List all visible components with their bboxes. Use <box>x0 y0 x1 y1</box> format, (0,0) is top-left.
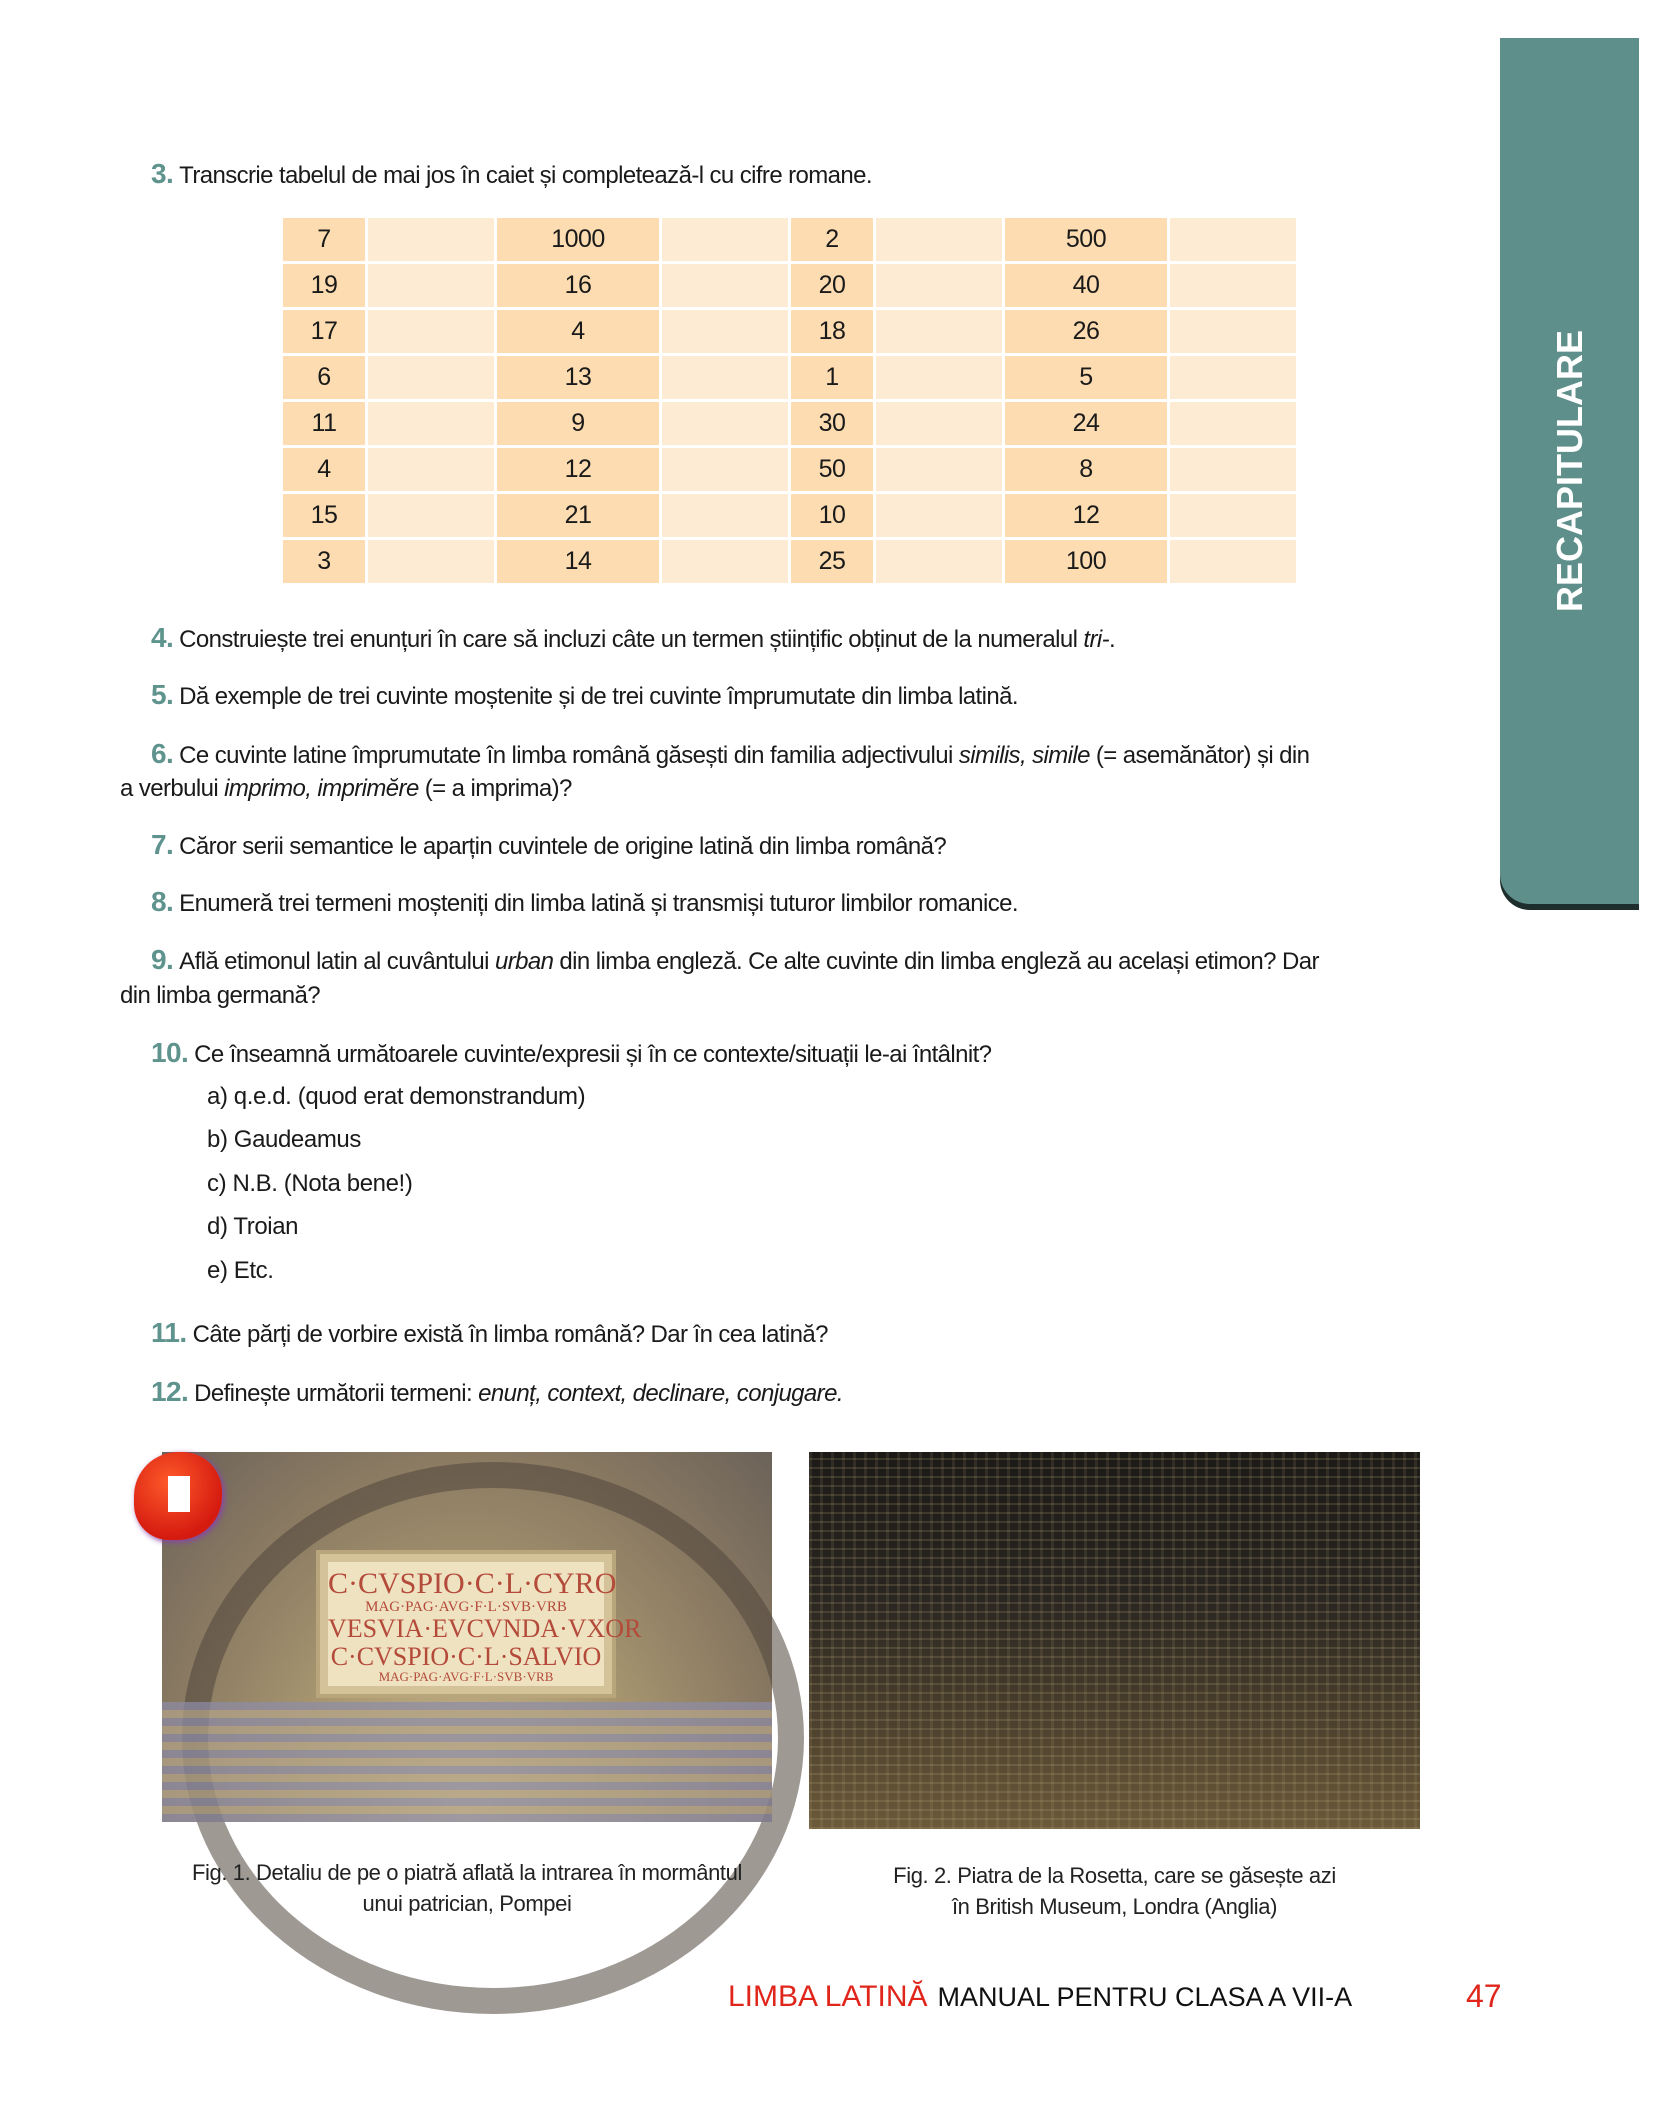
exercise-8: 8. Enumeră trei termeni moșteniți din limba latină și transmiși tuturor limbilor romanice. <box>151 886 1018 917</box>
exercise-12: 12. Definește următorii termeni: enunț, context, declinare, conjugare. <box>151 1376 843 1407</box>
answer-cell <box>876 264 1002 307</box>
section-tab-label: RECAPITULARE <box>1548 329 1590 613</box>
figure-2-caption: Fig. 2. Piatra de la Rosetta, care se găsește azi în British Museum, Londra (Anglia) <box>893 1863 1336 1919</box>
number-cell: 50 <box>791 448 873 491</box>
number-cell: 8 <box>1005 448 1167 491</box>
answer-cell <box>1170 494 1296 537</box>
answer-cell <box>368 448 494 491</box>
exercise-9: 9. Află etimonul latin al cuvântului urban din limba engleză. Ce alte cuvinte din limba engleză au același etimon? Dar <box>151 944 1319 975</box>
number-cell: 10 <box>791 494 873 537</box>
number-cell: 19 <box>283 264 365 307</box>
number-cell: 11 <box>283 402 365 445</box>
answer-cell <box>876 218 1002 261</box>
table-row <box>283 448 1296 491</box>
number-cell: 7 <box>283 218 365 261</box>
number-cell: 13 <box>497 356 659 399</box>
number-cell: 25 <box>791 540 873 583</box>
exercise-6: 6. Ce cuvinte latine împrumutate în limba română găsești din familia adjectivului similis, simile (= asemănător) și din <box>151 738 1310 769</box>
number-cell: 18 <box>791 310 873 353</box>
answer-cell <box>876 494 1002 537</box>
figure-1-caption: Fig. 1. Detaliu de pe o piatră aflată la intrarea în mormântul unui patrician, Pompei <box>192 1860 742 1916</box>
number-cell: 20 <box>791 264 873 307</box>
answer-cell <box>1170 218 1296 261</box>
exercise-4: 4. Construiește trei enunțuri în care să incluzi câte un termen științific obținut de la numeralul tri-. <box>151 622 1116 653</box>
answer-cell <box>662 448 788 491</box>
number-cell: 1000 <box>497 218 659 261</box>
answer-cell <box>1170 356 1296 399</box>
number-cell: 16 <box>497 264 659 307</box>
answer-cell <box>662 494 788 537</box>
number-cell: 3 <box>283 540 365 583</box>
answer-cell <box>368 356 494 399</box>
answer-cell <box>368 402 494 445</box>
answer-cell <box>368 540 494 583</box>
table-row <box>283 310 1296 353</box>
answer-cell <box>662 356 788 399</box>
answer-cell <box>1170 540 1296 583</box>
section-tab <box>1500 38 1639 904</box>
exercise-10-item: d) Troian <box>207 1213 299 1240</box>
answer-cell <box>1170 264 1296 307</box>
answer-cell <box>368 494 494 537</box>
notebook-icon <box>134 1452 222 1540</box>
exercise-6-continued: a verbului imprimo, imprimĕre (= a imprima)? <box>120 775 572 802</box>
exercise-5: 5. Dă exemple de trei cuvinte moștenite și de trei cuvinte împrumutate din limba latină. <box>151 679 1018 710</box>
number-cell: 5 <box>1005 356 1167 399</box>
answer-cell <box>1170 448 1296 491</box>
answer-cell <box>1170 402 1296 445</box>
number-cell: 40 <box>1005 264 1167 307</box>
table-row <box>283 402 1296 445</box>
number-cell: 9 <box>497 402 659 445</box>
number-cell: 6 <box>283 356 365 399</box>
number-cell: 4 <box>497 310 659 353</box>
number-cell: 500 <box>1005 218 1167 261</box>
answer-cell <box>876 356 1002 399</box>
number-cell: 15 <box>283 494 365 537</box>
inscription-plaque: C·CVSPIO·C·L·CYRO MAG·PAG·AVG·F·L·SVB·VRB VESVIA·EVCVNDA·VXOR C·CVSPIO·C·L·SALVIO MAG·PAG·AVG·F·L·SVB·VRB <box>320 1554 612 1694</box>
answer-cell <box>368 218 494 261</box>
pompeii-inscription-photo <box>162 1452 772 1822</box>
answer-cell <box>662 310 788 353</box>
page-number: 47 <box>1466 1978 1502 2014</box>
answer-cell <box>368 264 494 307</box>
answer-cell <box>662 264 788 307</box>
answer-cell <box>662 218 788 261</box>
number-cell: 24 <box>1005 402 1167 445</box>
answer-cell <box>876 402 1002 445</box>
book-title: LIMBA LATINĂ <box>728 1980 928 2013</box>
answer-cell <box>876 540 1002 583</box>
answer-cell <box>1170 310 1296 353</box>
exercise-10-item: c) N.B. (Nota bene!) <box>207 1170 413 1197</box>
number-cell: 14 <box>497 540 659 583</box>
table-row <box>283 540 1296 583</box>
roman-numerals-table <box>280 215 1299 586</box>
exercise-10-item: e) Etc. <box>207 1257 274 1284</box>
exercise-3: 3. Transcrie tabelul de mai jos în caiet și completează-l cu cifre romane. <box>151 158 872 189</box>
page-footer <box>728 1978 1502 2014</box>
number-cell: 1 <box>791 356 873 399</box>
book-subtitle: MANUAL PENTRU CLASA A VII-A <box>937 1982 1353 2012</box>
number-cell: 12 <box>497 448 659 491</box>
exercise-9-continued: din limba germană? <box>120 982 320 1009</box>
number-cell: 4 <box>283 448 365 491</box>
number-cell: 17 <box>283 310 365 353</box>
table-row <box>283 218 1296 261</box>
table-row <box>283 264 1296 307</box>
exercise-10-item: a) q.e.d. (quod erat demonstrandum) <box>207 1083 586 1110</box>
table-row <box>283 356 1296 399</box>
answer-cell <box>662 402 788 445</box>
table-row <box>283 494 1296 537</box>
rosetta-stone-photo <box>809 1452 1420 1829</box>
number-cell: 2 <box>791 218 873 261</box>
answer-cell <box>662 540 788 583</box>
answer-cell <box>876 448 1002 491</box>
exercise-11: 11. Câte părți de vorbire există în limba română? Dar în cea latină? <box>151 1317 828 1348</box>
exercise-10: 10. Ce înseamnă următoarele cuvinte/expresii și în ce contexte/situații le-ai întâlnit? <box>151 1037 992 1068</box>
exercise-7: 7. Căror serii semantice le aparțin cuvintele de origine latină din limba română? <box>151 829 947 860</box>
number-cell: 21 <box>497 494 659 537</box>
answer-cell <box>368 310 494 353</box>
number-cell: 30 <box>791 402 873 445</box>
number-cell: 12 <box>1005 494 1167 537</box>
number-cell: 100 <box>1005 540 1167 583</box>
answer-cell <box>876 310 1002 353</box>
exercise-10-item: b) Gaudeamus <box>207 1126 361 1153</box>
number-cell: 26 <box>1005 310 1167 353</box>
